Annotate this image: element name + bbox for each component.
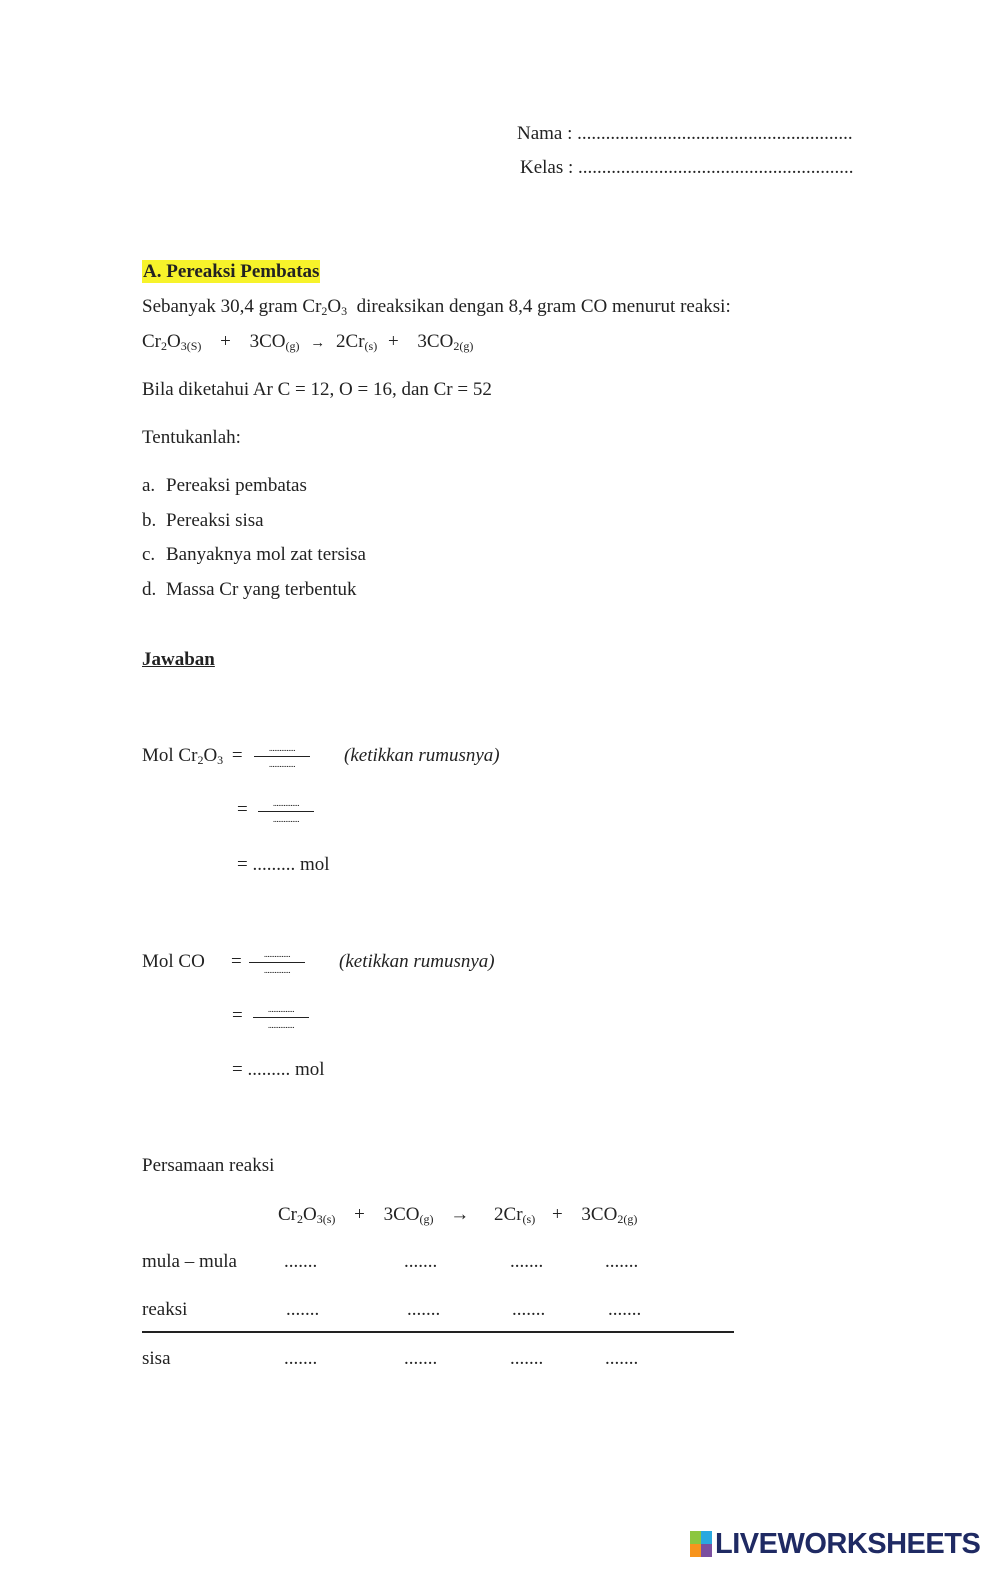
table-cell-input[interactable]: ....... xyxy=(286,1299,320,1320)
equals-sign: = xyxy=(231,951,242,972)
arrow-icon: → xyxy=(310,335,326,351)
question-item: c. Banyaknya mol zat tersisa xyxy=(142,544,366,565)
formula-hint: (ketikkan rumusnya) xyxy=(339,951,495,972)
table-divider xyxy=(142,1331,734,1333)
mol-co-result: = ......... mol xyxy=(232,1059,325,1080)
section-title-text: A. Pereaksi Pembatas xyxy=(143,261,320,282)
table-cell-input[interactable]: ....... xyxy=(407,1299,441,1320)
formula-hint: (ketikkan rumusnya) xyxy=(344,745,500,766)
table-cell-input[interactable]: ....... xyxy=(605,1348,639,1369)
mol-co-value-fraction-input[interactable]: ............... ............... xyxy=(253,1005,309,1033)
reaction-equation: $Cr_2O_{3(S)} + 3CO_{(g)} \to 2Cr_{(s)} + 3CO_{2(g)}$ xyxy=(142,331,474,353)
table-reaction-equation: $Cr_2O_{3(s)} + 3CO_{(g)} \to 2Cr_{(s)} + 3CO_{2(g)}$ xyxy=(278,1204,638,1226)
table-cell-input[interactable]: ....... xyxy=(512,1299,546,1320)
instruction: Tentukanlah: xyxy=(142,427,241,448)
question-item: d. Massa Cr yang terbentuk xyxy=(142,579,357,600)
reaction-table-title: Persamaan reaksi xyxy=(142,1155,275,1176)
table-cell-input[interactable]: ....... xyxy=(284,1348,318,1369)
mol-co-result-input[interactable]: = ......... xyxy=(232,1059,291,1080)
table-cell-input[interactable]: ....... xyxy=(404,1348,438,1369)
equals-sign: = xyxy=(237,799,248,820)
name-input-blank[interactable]: .......................................................... xyxy=(577,123,853,144)
class-line xyxy=(520,158,854,177)
table-cell-input[interactable]: ....... xyxy=(404,1251,438,1272)
mol-co-fraction-input[interactable]: ............... ............... xyxy=(249,950,305,978)
mol-cr2o3-result: = ......... mol xyxy=(237,854,330,875)
liveworksheets-logo xyxy=(690,1528,980,1560)
mol-cr2o3-result-input[interactable]: = ......... xyxy=(237,854,296,875)
equals-sign: = xyxy=(232,1005,243,1026)
question-item: a. Pereaksi pembatas xyxy=(142,475,307,496)
given-data: Bila diketahui Ar C = 12, O = 16, dan Cr = 52 xyxy=(142,379,492,400)
table-cell-input[interactable]: ....... xyxy=(605,1251,639,1272)
table-cell-input[interactable]: ....... xyxy=(284,1251,318,1272)
section-title xyxy=(142,262,320,281)
name-label: Nama : xyxy=(517,123,573,144)
mol-cr2o3-value-fraction-input[interactable]: ............... ............... xyxy=(258,799,314,827)
arrow-icon: → xyxy=(450,1204,470,1225)
name-line xyxy=(517,124,853,143)
table-cell-input[interactable]: ....... xyxy=(510,1251,544,1272)
row-label-initial: mula – mula xyxy=(142,1251,237,1272)
row-label-reaction: reaksi xyxy=(142,1299,188,1320)
mol-cr2o3-fraction-input[interactable]: ............... ............... xyxy=(254,744,310,772)
mol-cr2o3-label: Mol $Cr_2O_3$ = xyxy=(142,745,243,767)
class-label: Kelas : xyxy=(520,157,574,178)
mol-co-label: Mol CO xyxy=(142,951,205,972)
question-item: b. Pereaksi sisa xyxy=(142,510,264,531)
logo-text: LIVEWORKSHEETS xyxy=(715,1527,981,1560)
problem-statement: Sebanyak 30,4 gram $Cr_2O_3$ direaksikan dengan 8,4 gram CO menurut reaksi: xyxy=(142,296,731,318)
class-input-blank[interactable]: .......................................................... xyxy=(578,157,854,178)
row-label-remaining: sisa xyxy=(142,1348,171,1369)
table-cell-input[interactable]: ....... xyxy=(608,1299,642,1320)
table-cell-input[interactable]: ....... xyxy=(510,1348,544,1369)
logo-mark-icon xyxy=(690,1531,712,1557)
answer-heading: Jawaban xyxy=(142,649,215,670)
